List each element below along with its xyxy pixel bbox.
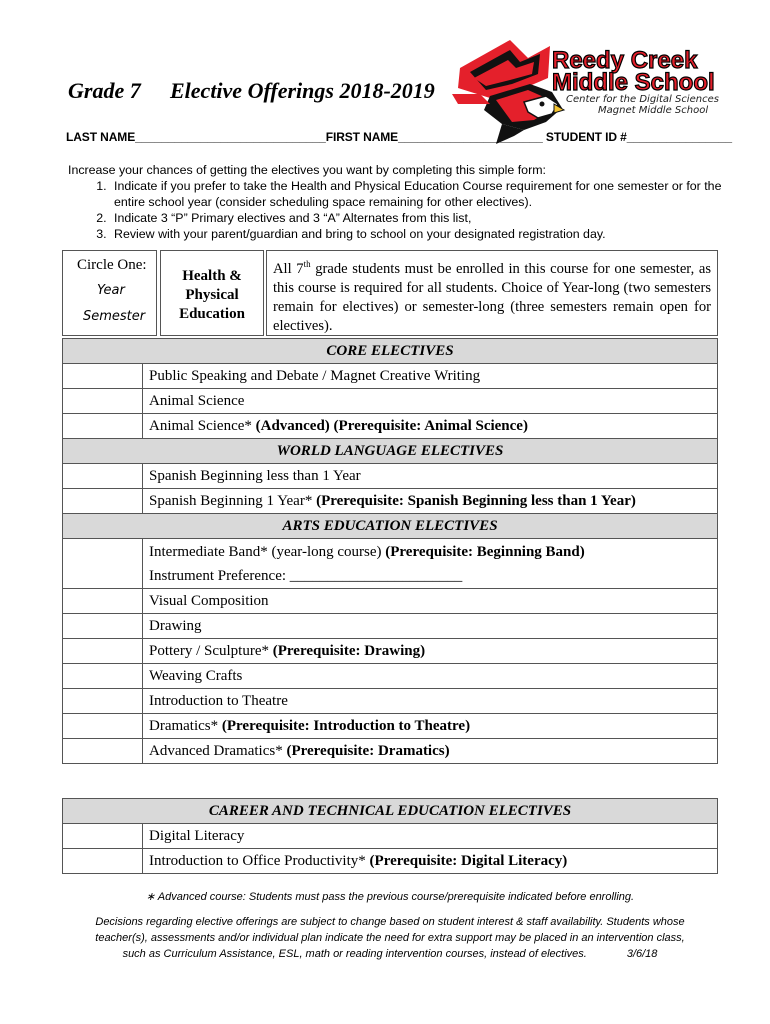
choice-box[interactable] xyxy=(63,849,143,874)
page-title: Elective Offerings 2018-2019 xyxy=(170,78,435,103)
course-cell xyxy=(143,489,718,514)
course-cell xyxy=(143,414,718,439)
section-header-row xyxy=(63,339,718,364)
instructions-lead: Increase your chances of getting the electives you want by completing this simple form: xyxy=(68,163,546,177)
health-pe-section xyxy=(62,250,718,338)
choice-box[interactable] xyxy=(63,664,143,689)
course-name: Advanced Dramatics* xyxy=(149,742,287,759)
advanced-footnote: ∗ Advanced course: Students must pass the previous course/prerequisite indicated before enrolling. xyxy=(145,891,635,903)
instruction-step: 2. Indicate 3 “P” Primary electives and 3 “A” Alternates from this list, xyxy=(110,210,728,226)
table-row xyxy=(63,714,718,739)
course-cell xyxy=(143,639,718,664)
course-name: Dramatics* xyxy=(149,717,222,734)
prerequisite: (Prerequisite: Spanish Beginning less than 1 Year) xyxy=(316,492,636,509)
electives-table xyxy=(62,338,718,764)
course-name: Intermediate Band* (year-long course) xyxy=(149,543,386,560)
prerequisite: (Prerequisite: Dramatics) xyxy=(286,742,450,759)
course-cell: Drawing xyxy=(143,614,718,639)
career-table xyxy=(62,798,718,874)
table-row xyxy=(63,464,718,489)
desc-part: grade students must be enrolled in this course for one semester, as this course is required for all students. Choice of Year-long (two semesters remain for electives) or semester-long (three semesters remain open for electives). xyxy=(273,260,712,334)
choice-box[interactable] xyxy=(63,364,143,389)
disclaimer-line xyxy=(62,946,718,962)
course-cell: Public Speaking and Debate / Magnet Creative Writing xyxy=(143,364,718,389)
logo-name-line2: Middle School xyxy=(552,69,715,96)
course-name: Animal Science* xyxy=(149,417,256,434)
health-pe-course-name: Health & Physical Education xyxy=(160,250,264,336)
circle-one-label: Circle One: xyxy=(77,257,147,273)
health-pe-description xyxy=(266,250,718,336)
instrument-preference[interactable]: Instrument Preference: _______________________ xyxy=(149,567,463,584)
course-cell: Digital Literacy xyxy=(143,824,718,849)
table-row xyxy=(63,849,718,874)
course-cell xyxy=(143,849,718,874)
section-header-row xyxy=(63,514,718,539)
table-row xyxy=(63,389,718,414)
instruction-step: 3. Review with your parent/guardian and bring to school on your designated registration day. xyxy=(110,226,728,242)
choice-box[interactable] xyxy=(63,824,143,849)
desc-part: All 7 xyxy=(273,260,304,277)
table-row xyxy=(63,739,718,764)
choice-box[interactable] xyxy=(63,714,143,739)
disclaimer-line: teacher(s), assessments and/or individual plan indicate the need for extra support may be placed in an intervention class, xyxy=(95,932,685,944)
course-cell: Introduction to Theatre xyxy=(143,689,718,714)
logo-name-line1: Reedy Creek xyxy=(552,47,698,74)
prerequisite: (Prerequisite: Digital Literacy) xyxy=(369,852,568,869)
instruction-step: 1. Indicate if you prefer to take the Health and Physical Education Course requirement for one semester or for the entire school year (consider scheduling space remaining for other electives). xyxy=(110,178,728,210)
option-year[interactable]: Year xyxy=(97,283,125,298)
table-row xyxy=(63,824,718,849)
instructions-steps xyxy=(68,178,728,242)
student-info-fields[interactable]: LAST NAME_____________________________FIRST NAME______________________ STUDENT ID #________________ xyxy=(66,130,732,144)
desc-superscript: th xyxy=(303,259,311,269)
choice-box[interactable] xyxy=(63,489,143,514)
course-cell xyxy=(143,739,718,764)
section-header-core: CORE ELECTIVES xyxy=(63,339,718,364)
choice-box[interactable] xyxy=(63,739,143,764)
circle-one-cell[interactable] xyxy=(62,250,157,336)
choice-box[interactable] xyxy=(63,689,143,714)
option-semester[interactable]: Semester xyxy=(83,309,146,324)
table-row xyxy=(63,489,718,514)
course-cell: Weaving Crafts xyxy=(143,664,718,689)
section-header-world: WORLD LANGUAGE ELECTIVES xyxy=(63,439,718,464)
choice-box[interactable] xyxy=(63,464,143,489)
course-cell: Animal Science xyxy=(143,389,718,414)
grade-title: Grade 7 xyxy=(68,78,141,103)
table-row xyxy=(63,664,718,689)
choice-box[interactable] xyxy=(63,639,143,664)
prerequisite: (Prerequisite: Introduction to Theatre) xyxy=(221,717,471,734)
revision-date: 3/6/18 xyxy=(626,948,658,960)
table-row xyxy=(63,539,718,589)
instructions xyxy=(68,162,728,242)
disclaimer xyxy=(62,914,718,962)
table-row xyxy=(63,614,718,639)
section-header-career: CAREER AND TECHNICAL EDUCATION ELECTIVES xyxy=(63,799,718,824)
course-name: Spanish Beginning 1 Year* xyxy=(149,492,317,509)
disclaimer-line: Decisions regarding elective offerings are subject to change based on student interest & staff availability. Students whose xyxy=(95,916,685,928)
prerequisite: (Prerequisite: Beginning Band) xyxy=(385,543,585,560)
choice-box[interactable] xyxy=(63,539,143,589)
course-name: Pottery / Sculpture* xyxy=(149,642,273,659)
section-header-row xyxy=(63,799,718,824)
logo-tagline2: Magnet Middle School xyxy=(598,105,709,116)
course-cell: Visual Composition xyxy=(143,589,718,614)
prerequisite: (Advanced) (Prerequisite: Animal Science) xyxy=(255,417,528,434)
course-cell xyxy=(143,714,718,739)
prerequisite: (Prerequisite: Drawing) xyxy=(272,642,426,659)
section-header-row xyxy=(63,439,718,464)
choice-box[interactable] xyxy=(63,614,143,639)
course-name: Introduction to Office Productivity* xyxy=(149,852,370,869)
choice-box[interactable] xyxy=(63,389,143,414)
logo-tagline1: Center for the Digital Sciences xyxy=(566,94,719,105)
table-row xyxy=(63,364,718,389)
table-row xyxy=(63,589,718,614)
choice-box[interactable] xyxy=(63,589,143,614)
table-row xyxy=(63,639,718,664)
section-header-arts: ARTS EDUCATION ELECTIVES xyxy=(63,514,718,539)
course-cell: Spanish Beginning less than 1 Year xyxy=(143,464,718,489)
course-cell xyxy=(143,539,718,589)
choice-box[interactable] xyxy=(63,414,143,439)
table-row xyxy=(63,689,718,714)
table-row xyxy=(63,414,718,439)
disclaimer-text: such as Curriculum Assistance, ESL, math or reading intervention courses, instead of electives. xyxy=(122,948,587,960)
